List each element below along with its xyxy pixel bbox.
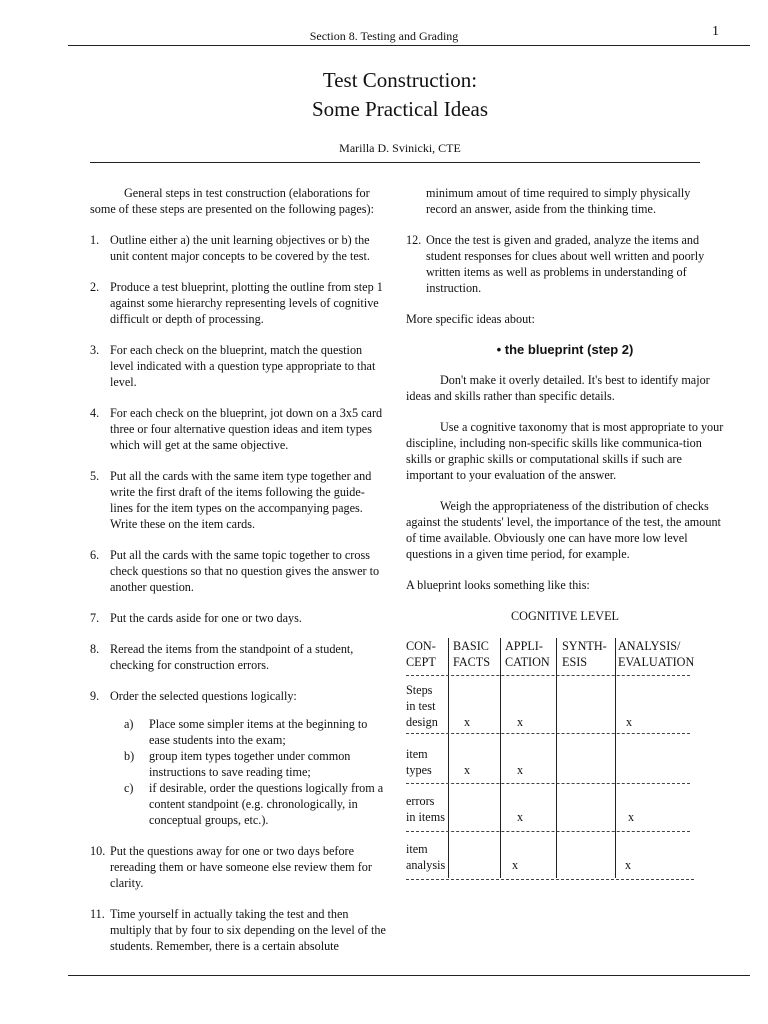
left-column (90, 185, 386, 954)
footer-rule (68, 975, 750, 976)
step-text: Put all the cards with the same topic together to cross check questions so that no question gives the answer to another question. (110, 548, 380, 594)
step-text: Put all the cards with the same item type together and write the first draft of the items following the guide-lines for the item types on the accompanying pages. Write these on the item cards. (110, 469, 372, 531)
row-divider (406, 831, 690, 832)
list-item (90, 641, 386, 673)
table-mark: x (628, 810, 635, 824)
table-mark: x (464, 715, 471, 729)
step-number: 8. (90, 642, 100, 656)
step-text: Produce a test blueprint, plotting the outline from step 1 against some hierarchy representing levels of cognitive difficult or depth of processing. (110, 280, 383, 326)
author-line: Marilla D. Svinicki, CTE (339, 141, 461, 155)
substep-letter: c) (124, 781, 134, 795)
list-item (90, 547, 386, 595)
column-divider (500, 638, 501, 878)
step-number: 12. (406, 233, 422, 247)
title-line-1: Test Construction: (322, 68, 478, 92)
page-number: 1 (712, 24, 719, 39)
substeps-list (90, 716, 386, 828)
title-rule (90, 162, 700, 163)
list-item (90, 748, 386, 780)
blueprint-paragraph-1: Don't make it overly detailed. It's best to identify major ideas and skills rather than specific details. (406, 373, 710, 403)
header-synthesis: SYNTH- ESIS (562, 639, 607, 669)
blueprint-paragraph-3: Weigh the appropriateness of the distribution of checks against the students' level, the importance of the test, the amount of time available. Obviously one can have more low level questions in a given time period, for example. (406, 499, 721, 561)
column-divider (448, 638, 449, 878)
step-text: For each check on the blueprint, match the question level indicated with a question type appropriate to that level. (110, 343, 376, 389)
list-item (90, 279, 386, 327)
step-number: 5. (90, 469, 100, 483)
running-header: Section 8. Testing and Grading (309, 29, 459, 43)
step-text: For each check on the blueprint, jot down on a 3x5 card three or four alternative question ideas and item types which will get at the same objective. (110, 406, 383, 452)
row-divider (406, 879, 694, 880)
blueprint-heading: • the blueprint (step 2) (496, 342, 634, 357)
header-analysis-evaluation: ANALYSIS/ EVALUATION (618, 639, 695, 669)
row-label-item-types: item types (406, 747, 432, 777)
intro-paragraph: General steps in test construction (elaborations for some of these steps are presented on the following pages): (90, 186, 374, 216)
row-label-errors: errors in items (406, 794, 445, 824)
substep-text: if desirable, order the questions logically from a content standpoint (e.g. chronologically, in conceptual groups, etc.). (149, 781, 384, 827)
step-number: 4. (90, 406, 100, 420)
step-number: 1. (90, 233, 100, 247)
table-mark: x (517, 810, 524, 824)
row-label-steps: Steps in test design (406, 683, 438, 729)
column-divider (615, 638, 616, 878)
right-column (406, 185, 724, 883)
step-text: Time yourself in actually taking the test and then multiply that by four to six depending on the level of the students. Remember, there is a certain absolute (110, 907, 386, 953)
list-item (90, 780, 386, 828)
list-item (90, 716, 386, 748)
list-item (90, 232, 386, 264)
list-item (406, 232, 724, 296)
substep-letter: a) (124, 717, 134, 731)
list-item (90, 610, 386, 626)
step-number: 11. (90, 907, 105, 921)
substep-letter: b) (124, 749, 135, 763)
header-concept: CON- CEPT (406, 639, 436, 669)
list-item (90, 688, 386, 828)
step-number: 3. (90, 343, 100, 357)
step-text: Put the cards aside for one or two days. (110, 611, 302, 625)
list-item (90, 405, 386, 453)
list-item (90, 342, 386, 390)
step-11-continuation: minimum amout of time required to simply physically record an answer, aside from the thinking time. (426, 186, 691, 216)
header-application: APPLI- CATION (505, 639, 550, 669)
substep-text: group item types together under common instructions to save reading time; (149, 749, 351, 779)
table-mark: x (517, 715, 524, 729)
blueprint-table (406, 638, 706, 883)
header-basic-facts: BASIC FACTS (453, 639, 491, 669)
row-divider (406, 783, 690, 784)
step-text: Put the questions away for one or two days before rereading them or have someone else review them for clarity. (110, 844, 372, 890)
column-divider (556, 638, 557, 878)
more-ideas-text: More specific ideas about: (406, 312, 535, 326)
row-label-item-analysis: item analysis (406, 842, 446, 872)
table-mark: x (626, 715, 633, 729)
step-number: 9. (90, 689, 100, 703)
blueprint-paragraph-2: Use a cognitive taxonomy that is most appropriate to your discipline, including non-specific skills like communica-tion skills or graphic skills or computational skills if such are important to your evaluation of the answer. (406, 420, 724, 482)
step-number: 10. (90, 844, 106, 858)
header-rule (68, 45, 750, 46)
step-text: Reread the items from the standpoint of a student, checking for construction errors. (110, 642, 354, 672)
step-number: 2. (90, 280, 100, 294)
table-caption: COGNITIVE LEVEL (511, 609, 619, 623)
row-divider (406, 733, 690, 734)
table-mark: x (625, 858, 632, 872)
list-item (90, 906, 386, 954)
document-title (0, 66, 768, 124)
step-text: Order the selected questions logically: (110, 689, 297, 703)
list-item (90, 468, 386, 532)
table-mark: x (464, 763, 471, 777)
substep-text: Place some simpler items at the beginning to ease students into the exam; (149, 717, 368, 747)
steps-list (90, 232, 386, 954)
step-text: Once the test is given and graded, analyze the items and student responses for clues about well written and poorly written items as well as problems in understanding of instruction. (426, 233, 705, 295)
row-divider (406, 675, 690, 676)
blueprint-intro: A blueprint looks something like this: (406, 578, 590, 592)
step-number: 7. (90, 611, 100, 625)
step-text: Outline either a) the unit learning objectives or b) the unit content major concepts to be covered by the test. (110, 233, 370, 263)
step-number: 6. (90, 548, 100, 562)
table-mark: x (517, 763, 524, 777)
steps-list-continued (406, 232, 724, 296)
list-item (90, 843, 386, 891)
table-mark: x (512, 858, 519, 872)
title-line-2: Some Practical Ideas (311, 97, 489, 121)
